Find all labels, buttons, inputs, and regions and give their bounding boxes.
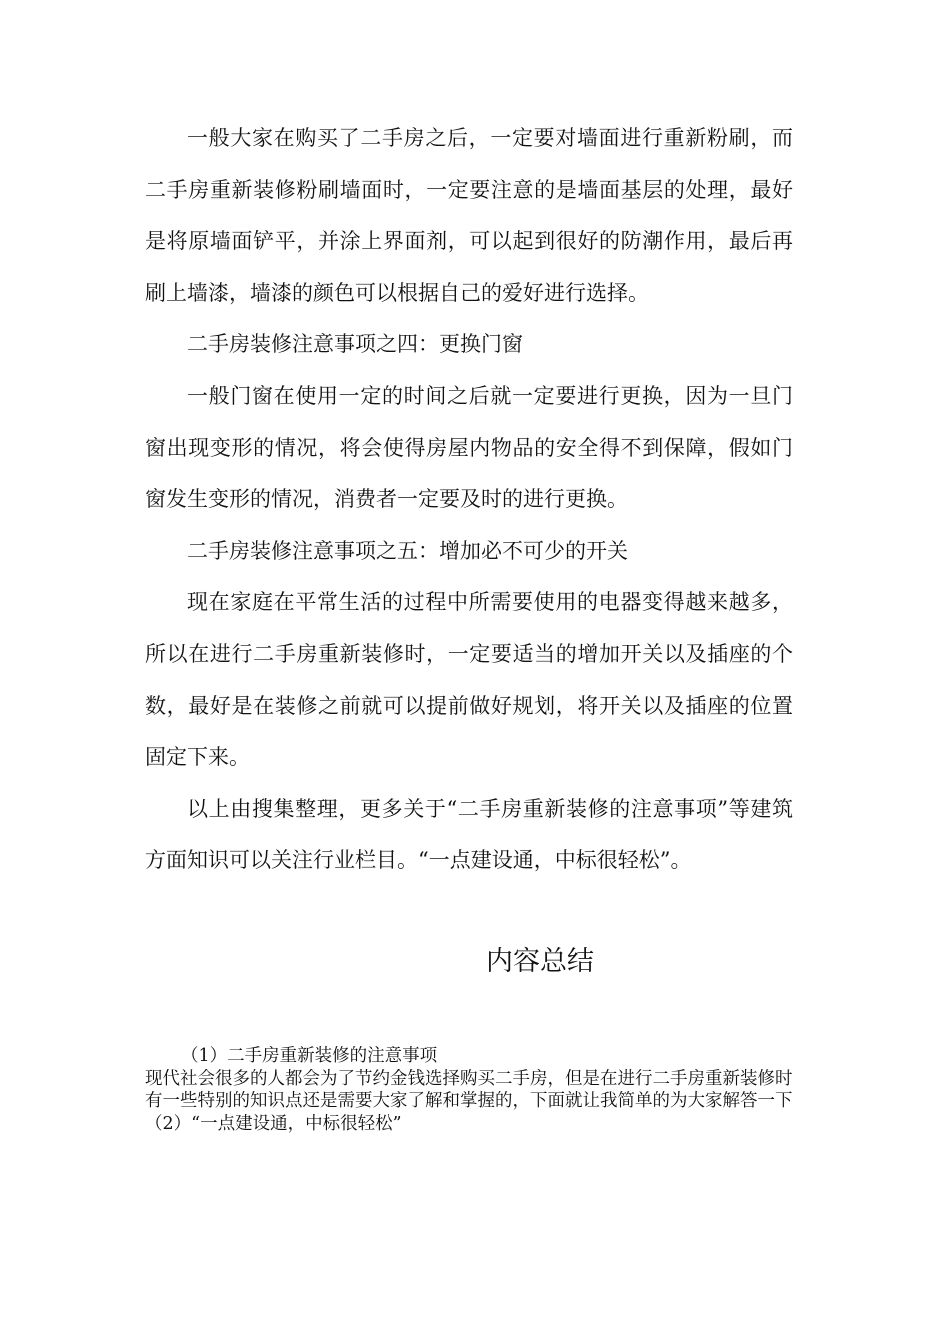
article-body [145, 113, 793, 887]
heading-add-switches: 二手房装修注意事项之五：增加必不可少的开关 [187, 538, 628, 563]
heading-replace-doors-windows: 二手房装修注意事项之四：更换门窗 [187, 332, 523, 357]
summary-item-1-text: 现代社会很多的人都会为了节约金钱选择购买二手房，但是在进行二手房重新装修时有一些特别的知识点还是需要大家了解和掌握的，下面就让我简单的为大家解答一下 [145, 1068, 793, 1112]
paragraph-closing-note: 以上由搜集整理，更多关于“二手房重新装修的注意事项”等建筑方面知识可以关注行业栏目。“一点建设通，中标很轻松”。 [145, 796, 793, 873]
paragraph-wall-painting: 一般大家在购买了二手房之后，一定要对墙面进行重新粉刷，而二手房重新装修粉刷墙面时，一定要注意的是墙面基层的处理，最好是将原墙面铲平，并涂上界面剂，可以起到很好的防潮作用，最后再刷上墙漆，墙漆的颜色可以根据自己的爱好进行选择。 [145, 126, 793, 305]
paragraph-switches-sockets: 现在家庭在平常生活的过程中所需要使用的电器变得越来越多，所以在进行二手房重新装修时，一定要适当的增加开关以及插座的个数，最好是在装修之前就可以提前做好规划，将开关以及插座的位置固定下来。 [145, 590, 793, 770]
summary-section [145, 1045, 795, 1135]
summary-item-2-heading: （2）“一点建设通，中标很轻松” [145, 1113, 402, 1134]
paragraph-doors-windows: 一般门窗在使用一定的时间之后就一定要进行更换，因为一旦门窗出现变形的情况，将会使得房屋内物品的安全得不到保障，假如门窗发生变形的情况，消费者一定要及时的进行更换。 [145, 383, 793, 512]
summary-item-1-heading: （1）二手房重新装修的注意事项 [181, 1046, 438, 1066]
summary-title: 内容总结 [486, 946, 594, 977]
